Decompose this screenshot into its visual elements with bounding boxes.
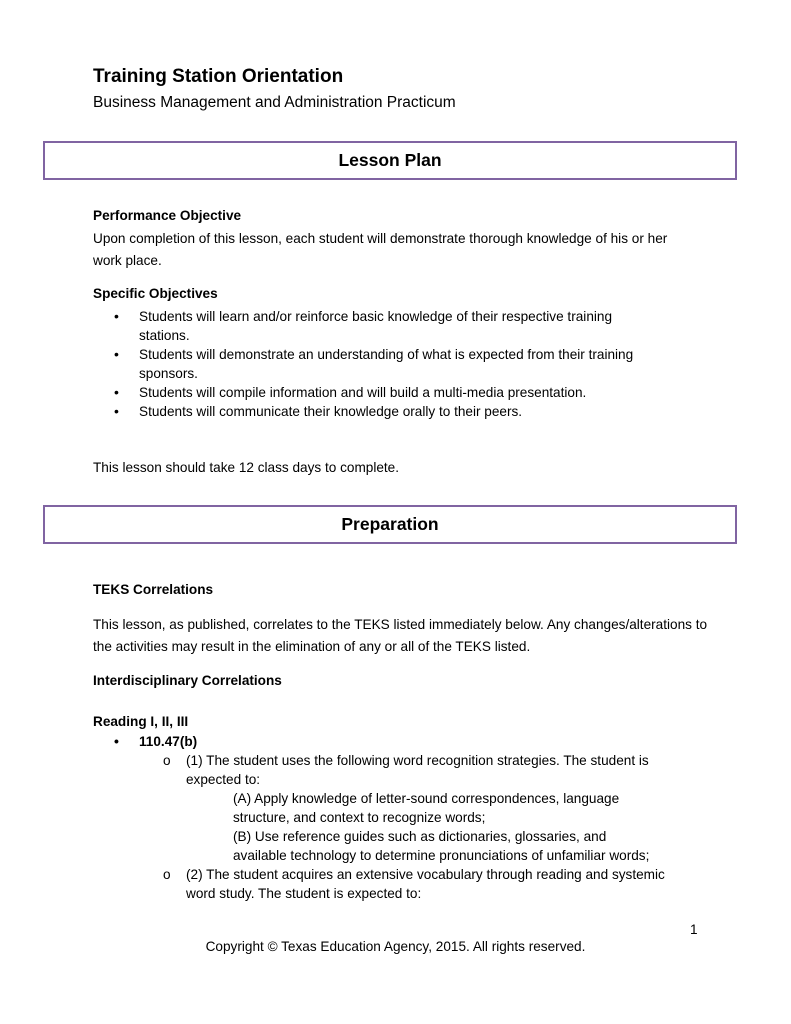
list-item: • Students will communicate their knowledge orally to their peers. (93, 402, 658, 421)
preparation-heading: Preparation (341, 514, 439, 534)
sub-sub-item: (A) Apply knowledge of letter-sound correspondences, language structure, and context to recognize words; (233, 791, 620, 825)
specific-objectives-list (93, 307, 658, 421)
sub-item-text: (1) The student uses the following word recognition strategies. The student is expected to: (186, 753, 649, 787)
page-number: 1 (690, 922, 698, 937)
interdisciplinary-heading: Interdisciplinary Correlations (93, 673, 282, 688)
list-marker: o (163, 867, 171, 882)
preparation-header (43, 505, 737, 544)
reading-heading: Reading I, II, III (93, 714, 189, 729)
list-item: • Students will compile information and will build a multi-media presentation. (93, 383, 658, 402)
teks-correlations-heading: TEKS Correlations (93, 582, 214, 597)
sub-sub-item: (B) Use reference guides such as dictionaries, glossaries, and available technology to determine pronunciations of unfamiliar words; (233, 829, 650, 863)
sub-item (93, 751, 686, 789)
specific-objectives-heading: Specific Objectives (93, 286, 218, 301)
lesson-plan-header (43, 141, 737, 180)
teks-correlations-text: This lesson, as published, correlates to the TEKS listed immediately below. Any changes/alterations to the activities may result in the elimination of any or all of the TEKS listed. (93, 617, 708, 654)
standard-code: • 110.47(b) (93, 732, 693, 751)
list-item: • Students will learn and/or reinforce basic knowledge of their respective training stations. (93, 307, 658, 345)
sub-item (93, 865, 686, 903)
lesson-duration-text: This lesson should take 12 class days to complete. (93, 460, 400, 475)
performance-objective-text: Upon completion of this lesson, each student will demonstrate thorough knowledge of his or her work place. (93, 231, 668, 268)
standards-list (93, 732, 693, 751)
copyright-footer: Copyright © Texas Education Agency, 2015. All rights reserved. (205, 939, 586, 954)
document-subtitle: Business Management and Administration Practicum (93, 94, 456, 111)
list-marker: o (163, 753, 171, 768)
lesson-plan-heading: Lesson Plan (338, 150, 442, 170)
performance-objective-heading: Performance Objective (93, 208, 242, 223)
document-title: Training Station Orientation (93, 66, 344, 87)
sub-item-text: (2) The student acquires an extensive vocabulary through reading and systemic word study. The student is expected to: (186, 867, 665, 901)
list-item: • Students will demonstrate an understanding of what is expected from their training sponsors. (93, 345, 658, 383)
reading-standards (93, 732, 693, 903)
